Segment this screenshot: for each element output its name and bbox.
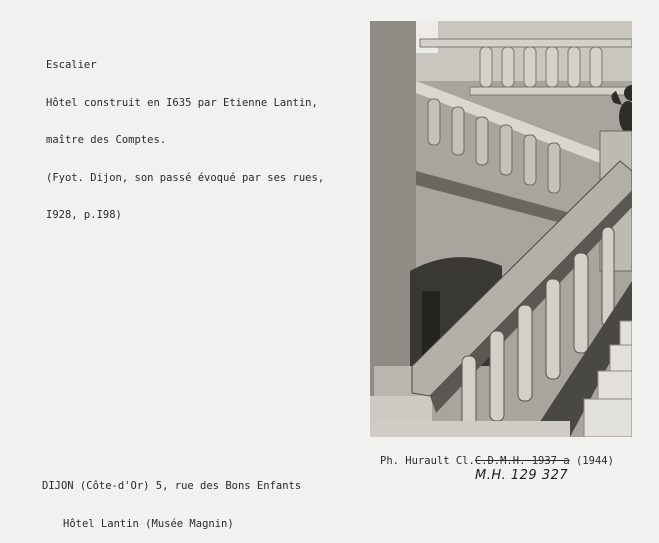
caption-line: (Fyot. Dijon, son passé évoqué par ses rues, xyxy=(46,171,325,184)
window xyxy=(416,21,438,53)
location-line: Hôtel Lantin (Musée Magnin) xyxy=(63,517,234,530)
credit-year: (1944) xyxy=(575,455,614,467)
caption-block xyxy=(46,34,324,234)
location-line: DIJON (Côte-d'Or) 5, rue des Bons Enfants xyxy=(42,480,302,492)
staircase-photograph xyxy=(370,21,632,437)
caption-line: Escalier xyxy=(46,59,97,71)
staircase-photo-illustration xyxy=(370,21,632,437)
location-caption xyxy=(42,455,301,543)
struck-archive-ref: C.D.M.H. 1937 a xyxy=(474,455,570,467)
credit-prefix: Ph. Hurault Cl. xyxy=(380,455,475,467)
caption-line: I928, p.I98) xyxy=(46,209,122,221)
photo-credit xyxy=(380,455,614,468)
caption-line: maître des Comptes. xyxy=(46,134,167,146)
floor xyxy=(370,421,570,437)
caption-line: Hôtel construit en I635 par Etienne Lantin, xyxy=(46,96,318,109)
handwritten-reference: M.H. 129 327 xyxy=(475,468,569,483)
